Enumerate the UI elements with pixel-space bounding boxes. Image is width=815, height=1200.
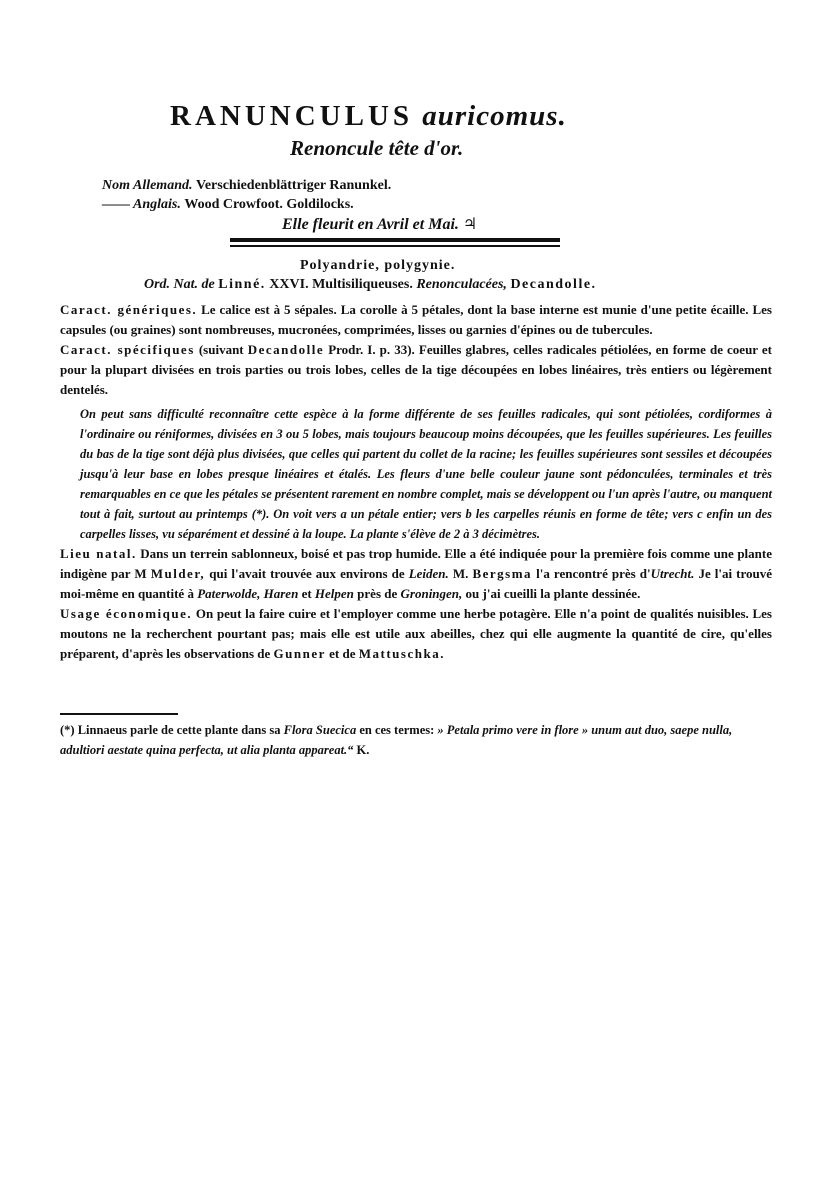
habitat-text-a: Dans un terrein sablonneux, boisé et pas trop humide. Elle a été indiquée pour la première fois comme une plante indigène par M xyxy=(60,546,772,581)
footnote-text-a: (*) Linnaeus parle de cette plante dans sa xyxy=(60,723,281,737)
vernacular-names xyxy=(102,176,391,214)
habitat-text-e: Je l'ai trouvé moi-même en quantité à xyxy=(60,566,773,601)
order-prefix: Ord. Nat. de xyxy=(144,277,215,292)
usage-text-a: On peut la faire cuire et l'employer comme une herbe potagère. Elle n'a point de qualités nuisibles. Les moutons ne la recherchent pourtant pas; mais elle est utile aux abeilles, chez qui elle augmente la quantité de cire, qu'elles préparent, d'après les observations de xyxy=(60,606,772,661)
habitat-text-g: près de xyxy=(357,586,398,601)
author-name: Decandolle. xyxy=(510,277,597,292)
gunner-name: Gunner xyxy=(273,646,326,661)
usage-label: Usage économique. xyxy=(60,606,193,621)
flora-suecica: Flora Suecica xyxy=(283,723,357,737)
latin-quote: » Petala primo vere in flore » unum aut duo, saepe nulla, adultiori aestate quina perfecta, ut alia planta appareat.“ xyxy=(60,723,733,757)
economic-usage xyxy=(60,604,772,664)
generic-text: Le calice est à 5 sépales. La corolle à 5 pétales, dont la base interne est munie d'une petite écaille. Les capsules (ou graines) sont nombreuses, mucronées, comprimées, lisses ou garnies d'épines ou de tubercules. xyxy=(60,302,772,337)
utrecht-name: Utrecht. xyxy=(650,566,695,581)
order-mid: XXVI. Multisiliqueuses. xyxy=(269,277,413,292)
divider-thick xyxy=(230,238,560,242)
family-name: Renonculacées, xyxy=(416,277,507,292)
native-habitat xyxy=(60,544,772,604)
genus-name: RANUNCULUS xyxy=(170,100,414,132)
specific-characters xyxy=(60,340,772,400)
german-value: Verschiedenblättriger Ranunkel. xyxy=(196,178,392,193)
flowering-period: Elle fleurit en Avril et Mai. ♃ xyxy=(282,216,478,233)
footnote xyxy=(60,720,775,760)
specific-text-a: (suivant xyxy=(198,342,244,357)
specific-text-b: Prodr. I. p. 33). Feuilles glabres, celles radicales pétiolées, en forme de coeur et pour la plupart divisées en trois parties ou trois lobes, celles de la tige découpées en lobes linéaires, très entiers ou légèrement dentelés. xyxy=(60,342,773,397)
linne-name: Linné. xyxy=(218,277,266,292)
species-name: auricomus. xyxy=(422,100,567,132)
specific-label: Caract. spécifiques xyxy=(60,342,195,357)
groningen-name: Groningen, xyxy=(400,586,463,601)
generic-label: Caract. génériques. xyxy=(60,302,198,317)
mattuschka-name: Mattuschka. xyxy=(358,646,445,661)
habitat-text-b: qui l'avait trouvée aux environs de xyxy=(209,566,405,581)
english-value: Wood Crowfoot. Goldilocks. xyxy=(184,197,354,212)
description-body xyxy=(60,300,772,664)
divider-thin xyxy=(230,245,560,247)
generic-characters xyxy=(60,300,772,340)
habitat-text-h: ou j'ai cueilli la plante dessinée. xyxy=(465,586,641,601)
page-title xyxy=(170,100,640,133)
specific-author: Decandolle xyxy=(247,342,325,357)
habitat-text-d: l'a rencontré près d' xyxy=(536,566,651,581)
habitat-label: Lieu natal. xyxy=(60,546,137,561)
identification-note: On peut sans difficulté reconnaître cette espèce à la forme différente de ses feuilles radicales, qui sont pétiolées, cordiformes à l'ordinaire ou réniformes, divisées en 3 ou 5 lobes, mais toujours beaucoup moins découpées, que les feuilles supérieures. Les feuilles du bas de la tige sont déjà plus divisées, que celles qui partent du collet de la racine; les feuilles supérieures sont sessiles et découpées jusqu'à leur base en lobes presque linéaires et étalés. Les fleurs d'une belle couleur jaune sont pédonculées, terminales et très remarquables en ce que les pétales se présentent rarement en nombre complet, mais se développent ou l'un après l'autre, ou manquent tout à fait, surtout au printemps (*). On voit vers a un pétale entier; vers b les carpelles réunis en forme de tête; vers c enfin un des carpelles lisses, vu séparément et dessiné à la loupe. La plante s'élève de 2 à 3 décimètres. xyxy=(80,407,772,541)
natural-order xyxy=(144,277,597,293)
english-label: —— Anglais. xyxy=(102,197,181,212)
bergsma-name: Bergsma xyxy=(472,566,533,581)
linnaean-class: Polyandrie, polygynie. xyxy=(300,258,456,273)
habitat-text-c: M. xyxy=(452,566,469,581)
leiden-name: Leiden. xyxy=(408,566,449,581)
footnote-signature: K. xyxy=(356,743,370,757)
german-label: Nom Allemand. xyxy=(102,178,193,193)
places-name: Paterwolde, Haren xyxy=(197,586,299,601)
helpen-name: Helpen xyxy=(314,586,354,601)
mulder-name: Mulder, xyxy=(150,566,206,581)
habitat-text-f: et xyxy=(301,586,312,601)
french-common-name: Renoncule tête d'or. xyxy=(290,136,464,160)
english-name-row xyxy=(102,195,391,214)
footnote-divider xyxy=(60,713,178,715)
usage-text-b: et de xyxy=(329,646,356,661)
german-name-row xyxy=(102,176,391,195)
footnote-text-b: en ces termes: xyxy=(359,723,435,737)
